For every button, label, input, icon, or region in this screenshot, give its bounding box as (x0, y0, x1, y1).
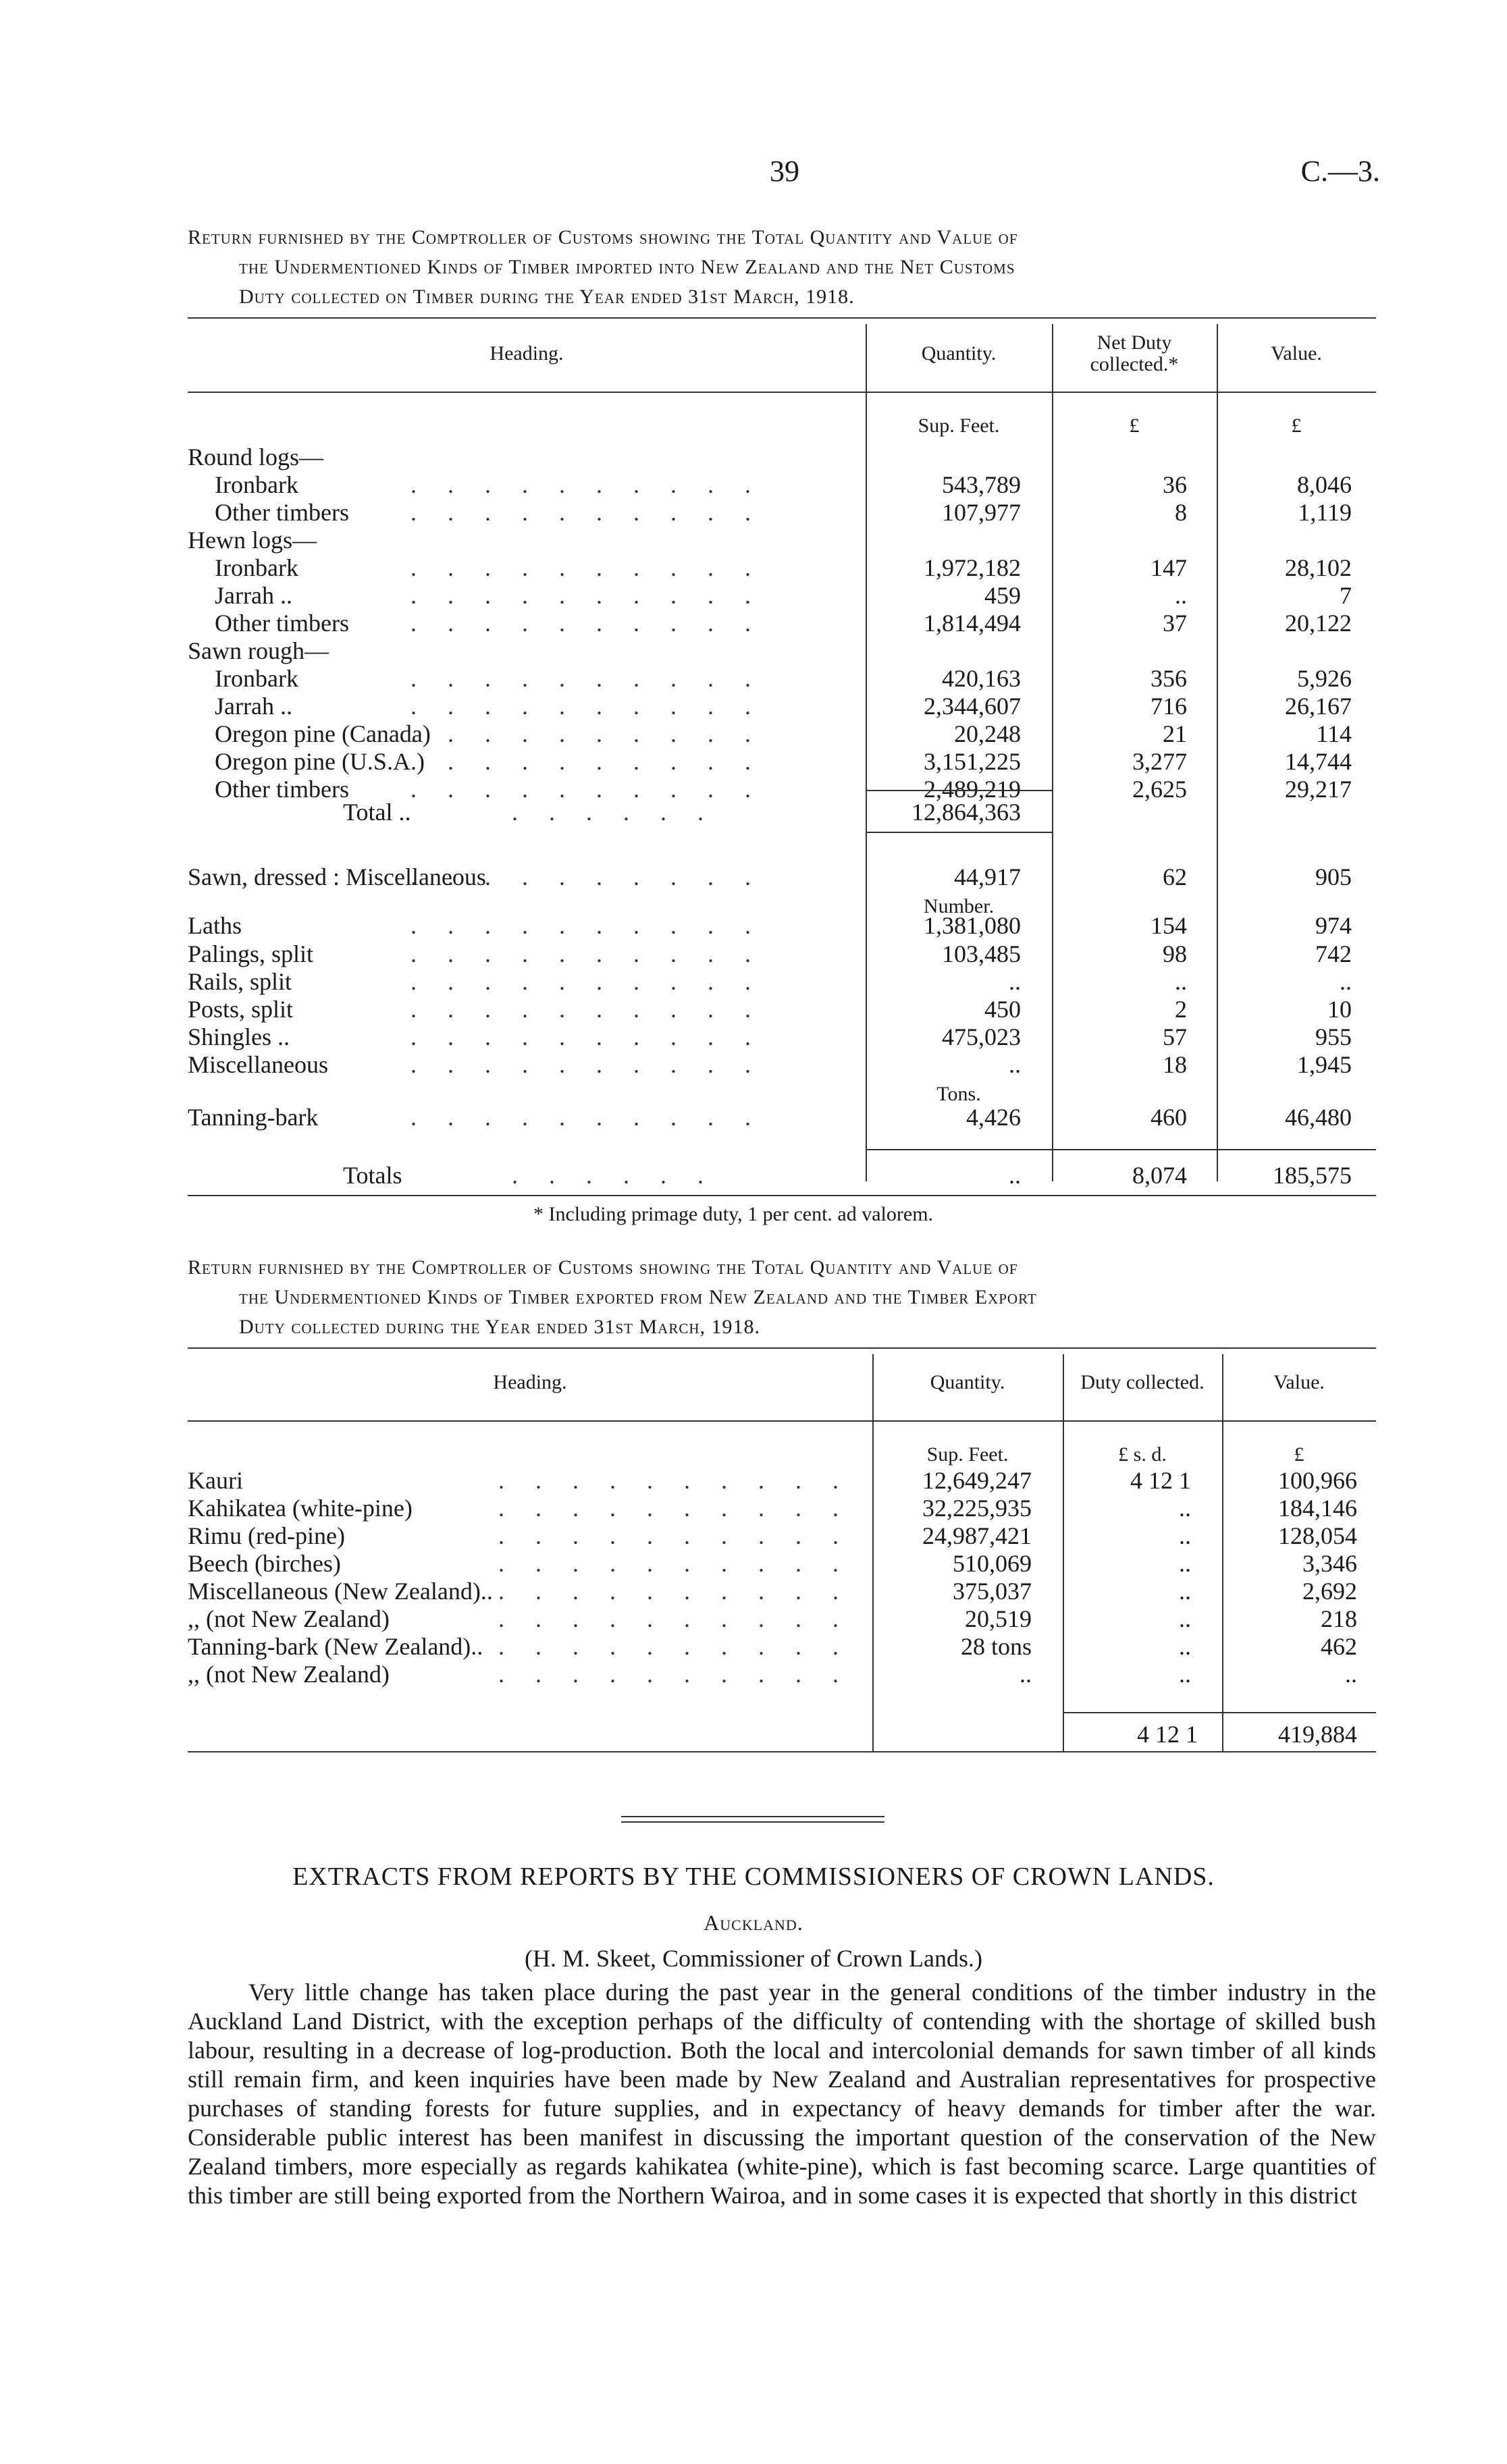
export-heading-line1: Return furnished by the Comptroller of Customs showing the Total Quantity and Value of (188, 1256, 1018, 1279)
export-table-heading (188, 1253, 1376, 1342)
import-totals-duty: 8,074 (1132, 1162, 1187, 1189)
import-value: 5,926 (1297, 665, 1352, 692)
export-col-duty: Duty collected. (1080, 1371, 1205, 1393)
import-misc-row: Sawn, dressed : Miscellaneous .......... 44,917 62 905 (188, 863, 1352, 890)
import-misc-duty: 460 (1151, 1104, 1187, 1131)
import-label: Jarrah .. (215, 693, 292, 720)
import-misc-duty: .. (1175, 968, 1187, 995)
import-value: 114 (1316, 720, 1352, 747)
import-misc-duty: 57 (1163, 1023, 1187, 1050)
import-misc-quantity: 4,426 (966, 1104, 1021, 1131)
export-unit-duty: £ s. d. (1118, 1443, 1167, 1466)
import-unit-tons: Tons. (936, 1083, 981, 1105)
import-duty: 2,625 (1132, 776, 1187, 803)
import-misc-row: Palings, split .......... 103,485 98 742 (188, 940, 1352, 967)
import-quantity: 1,814,494 (924, 610, 1021, 637)
import-value: 7 (1340, 582, 1352, 609)
import-label: Other timbers (215, 776, 349, 803)
import-misc-row: Laths .......... 1,381,080 154 974 (188, 912, 1352, 939)
export-row: Rimu (red-pine) .......... 24,987,421 .. 128,054 (188, 1522, 1357, 1549)
export-label: Beech (birches) (188, 1550, 341, 1577)
import-label: Jarrah .. (215, 582, 292, 609)
import-duty: 8 (1175, 499, 1187, 526)
import-row (188, 443, 1376, 471)
import-row (188, 637, 1376, 665)
import-duty: 37 (1163, 610, 1187, 637)
import-quantity: 543,789 (942, 471, 1021, 498)
import-col-quantity: Quantity. (921, 342, 997, 365)
import-misc-row: Rails, split .......... .. .. .. (188, 968, 1352, 995)
import-quantity: 2,344,607 (924, 693, 1021, 720)
export-duty: .. (1179, 1578, 1191, 1605)
import-row: Ironbark .......... 543,789 36 8,046 (215, 471, 1352, 498)
export-value: 2,692 (1302, 1578, 1357, 1605)
export-label: Rimu (red-pine) (188, 1522, 345, 1549)
import-misc-quantity: 44,917 (954, 863, 1021, 890)
export-duty: .. (1179, 1495, 1191, 1522)
import-misc-value: 955 (1315, 1023, 1352, 1050)
import-row: Jarrah .. .......... 2,344,607 716 26,167 (215, 693, 1352, 720)
import-label: Ironbark (215, 471, 298, 498)
import-row: Other timbers .......... 107,977 8 1,119 (215, 499, 1352, 526)
import-misc-label: Laths (188, 912, 242, 939)
import-label: Sawn rough— (188, 637, 329, 664)
import-col-value: Value. (1271, 342, 1322, 365)
import-label: Hewn logs— (188, 527, 317, 554)
export-total-duty: 4 12 1 (1137, 1721, 1198, 1748)
import-misc-value: 1,945 (1297, 1051, 1352, 1078)
export-value: 184,146 (1278, 1495, 1357, 1522)
export-quantity: 12,649,247 (922, 1467, 1032, 1494)
import-misc-quantity: 103,485 (942, 940, 1021, 967)
import-row: Oregon pine (Canada) .......... 20,248 21 114 (215, 720, 1352, 747)
import-row: Other timbers .......... 1,814,494 37 20,122 (215, 610, 1352, 637)
extracts-district: Auckland. (704, 1910, 803, 1935)
export-row: ,, (not New Zealand) .......... .. .. .. (188, 1661, 1357, 1688)
export-label: Kauri (188, 1467, 243, 1494)
import-misc-duty: 154 (1151, 912, 1187, 939)
section-divider-second (621, 1821, 884, 1823)
import-col-heading: Heading. (490, 342, 564, 365)
import-label: Other timbers (215, 499, 349, 526)
import-quantity: 1,972,182 (924, 554, 1021, 581)
import-totals-row: Totals ...... .. 8,074 185,575 (343, 1162, 1352, 1189)
export-row: Tanning-bark (New Zealand).. .......... 28 tons .. 462 (188, 1633, 1357, 1660)
import-misc-label: Rails, split (188, 968, 292, 995)
export-quantity: 24,987,421 (922, 1522, 1032, 1549)
export-table (188, 1347, 1376, 1759)
export-label: Kahikatea (white-pine) (188, 1495, 413, 1522)
export-unit-value: £ (1294, 1443, 1304, 1466)
export-row: Beech (birches) .......... 510,069 .. 3,346 (188, 1550, 1357, 1577)
import-misc-quantity: .. (1009, 1051, 1021, 1078)
import-unit-value: £ (1291, 414, 1302, 437)
import-misc-row: Tanning-bark .......... 4,426 460 46,480 (188, 1104, 1352, 1131)
import-value: 20,122 (1285, 610, 1352, 637)
export-unit-quantity: Sup. Feet. (926, 1443, 1009, 1466)
export-heading-line2: the Undermentioned Kinds of Timber exported from New Zealand and the Timber Export (239, 1286, 1037, 1308)
page-number: 39 (770, 155, 799, 188)
import-misc-duty: 18 (1163, 1051, 1187, 1078)
import-duty: 21 (1163, 720, 1187, 747)
import-quantity: 420,163 (942, 665, 1021, 692)
import-misc-label: Tanning-bark (188, 1104, 319, 1131)
import-quantity: 20,248 (954, 720, 1021, 747)
export-value: 3,346 (1302, 1550, 1357, 1577)
import-misc-row: Posts, split .......... 450 2 10 (188, 996, 1352, 1023)
import-quantity: 2,489,219 (924, 776, 1021, 803)
import-misc-quantity: 475,023 (942, 1023, 1021, 1050)
import-totals-label: Totals (343, 1162, 402, 1189)
import-duty: 36 (1163, 471, 1187, 498)
import-value: 8,046 (1297, 471, 1352, 498)
import-heading-line3: Duty collected on Timber during the Year ended 31st March, 1918. (239, 286, 855, 308)
import-misc-value: 46,480 (1285, 1104, 1352, 1131)
import-duty: 716 (1151, 693, 1187, 720)
export-duty: .. (1179, 1522, 1191, 1549)
export-total-row (188, 1720, 1376, 1748)
export-value: 100,966 (1278, 1467, 1357, 1494)
import-label: Other timbers (215, 610, 349, 637)
import-misc-label: Miscellaneous (188, 1051, 328, 1078)
export-heading-line3: Duty collected during the Year ended 31st March, 1918. (239, 1316, 761, 1338)
import-table (188, 317, 1376, 1202)
import-table-heading (188, 223, 1376, 312)
import-heading-line2: the Undermentioned Kinds of Timber imported into New Zealand and the Net Customs (239, 256, 1015, 278)
import-value: 14,744 (1285, 748, 1352, 775)
export-total-value: 419,884 (1278, 1721, 1357, 1748)
import-label: Round logs— (188, 444, 324, 471)
import-label: Ironbark (215, 665, 298, 692)
import-row (188, 526, 1376, 554)
export-row: Miscellaneous (New Zealand).. .......... 375,037 .. 2,692 (188, 1578, 1357, 1605)
import-misc-label: Posts, split (188, 996, 294, 1023)
import-misc-duty: 2 (1175, 996, 1187, 1023)
export-value: 218 (1321, 1605, 1357, 1632)
export-duty: .. (1179, 1605, 1191, 1632)
import-misc-label: Palings, split (188, 940, 314, 967)
import-unit-quantity: Sup. Feet. (918, 414, 1000, 437)
import-totals-quantity: .. (1009, 1162, 1021, 1189)
export-label: ,, (not New Zealand) (188, 1661, 390, 1688)
import-total-quantity: 12,864,363 (911, 799, 1021, 826)
import-row: Other timbers .......... 2,489,219 2,625 29,217 (215, 776, 1352, 803)
export-duty: 4 12 1 (1130, 1467, 1191, 1494)
section-divider (621, 1816, 884, 1817)
import-totals-value: 185,575 (1273, 1162, 1352, 1189)
export-row: ,, (not New Zealand) .......... 20,519 .. 218 (188, 1605, 1357, 1632)
import-misc-duty: 62 (1163, 863, 1187, 890)
import-duty: 3,277 (1132, 748, 1187, 775)
import-duty: 356 (1151, 665, 1187, 692)
import-misc-row: Shingles .. .......... 475,023 57 955 (188, 1023, 1352, 1050)
export-col-value: Value. (1273, 1371, 1325, 1393)
export-row: Kauri .......... 12,649,247 4 12 1 100,966 (188, 1467, 1357, 1494)
export-label: Tanning-bark (New Zealand).. (188, 1633, 483, 1660)
import-duty: 147 (1151, 554, 1187, 581)
import-col-duty-line2: collected.* (1090, 353, 1179, 375)
export-value: 128,054 (1278, 1522, 1357, 1549)
export-quantity: .. (1020, 1661, 1032, 1688)
import-misc-row: Miscellaneous .......... .. 18 1,945 (188, 1051, 1352, 1078)
extracts-title: EXTRACTS FROM REPORTS BY THE COMMISSIONERS OF CROWN LANDS. (292, 1863, 1215, 1891)
export-quantity: 375,037 (953, 1578, 1032, 1605)
import-heading-line1: Return furnished by the Comptroller of Customs showing the Total Quantity and Value of (188, 226, 1018, 248)
import-col-duty-line1: Net Duty (1096, 331, 1172, 354)
export-duty: .. (1179, 1633, 1191, 1660)
import-misc-value: 974 (1315, 912, 1352, 939)
export-duty: .. (1179, 1661, 1191, 1688)
export-duty: .. (1179, 1550, 1191, 1577)
import-row: Ironbark .......... 420,163 356 5,926 (215, 665, 1352, 692)
export-row: Kahikatea (white-pine) .......... 32,225,935 .. 184,146 (188, 1495, 1357, 1522)
extracts-author: (H. M. Skeet, Commissioner of Crown Lands.) (525, 1945, 982, 1972)
import-misc-value: 10 (1327, 996, 1352, 1023)
extracts-paragraph: Very little change has taken place during the past year in the general conditions of the timber industry in the Auckland Land District, with the exception perhaps of the difficulty of contending with the shortage of skilled bush labour, resulting in a decrease of log-production. Both the local and intercolonial demands for sawn timber of all kinds still remain firm, and keen inquiries have been made by New Zealand and Australian representatives for prospective purchases of standing forests for future supplies, and in expectancy of heavy demands for timber after the war. Considerable public interest has been manifest in discussing the important question of the conservation of the New Zealand timbers, more especially as regards kahikatea (white-pine), which is fast becoming scarce. Large quantities of this timber are still being exported from the Northern Wairoa, and in some cases it is expected that shortly in this district (188, 1979, 1376, 2209)
import-value: 28,102 (1285, 554, 1352, 581)
import-misc-label: Sawn, dressed : Miscellaneous (188, 863, 486, 890)
export-value: .. (1345, 1661, 1357, 1688)
import-misc-value: .. (1340, 968, 1352, 995)
import-misc-value: 742 (1315, 940, 1352, 967)
import-quantity: 459 (984, 582, 1021, 609)
import-row: Oregon pine (U.S.A.) .......... 3,151,225 3,277 14,744 (215, 748, 1352, 775)
import-value: 29,217 (1285, 776, 1352, 803)
import-quantity: 3,151,225 (924, 748, 1021, 775)
export-label: Miscellaneous (New Zealand).. (188, 1578, 493, 1605)
import-row: Ironbark .......... 1,972,182 147 28,102 (215, 554, 1352, 581)
export-quantity: 28 tons (960, 1633, 1032, 1660)
import-misc-quantity: .. (1009, 968, 1021, 995)
export-value: 462 (1321, 1633, 1357, 1660)
export-col-heading: Heading. (493, 1371, 567, 1393)
import-misc-quantity: 450 (984, 996, 1021, 1023)
import-misc-quantity: 1,381,080 (924, 912, 1021, 939)
import-col-duty (1052, 332, 1217, 375)
import-duty: .. (1175, 582, 1187, 609)
export-quantity: 32,225,935 (922, 1495, 1032, 1522)
import-value: 26,167 (1285, 693, 1352, 720)
import-total-row: Total .. ...... 12,864,363 (343, 799, 1021, 826)
export-quantity: 20,519 (965, 1605, 1032, 1632)
import-misc-duty: 98 (1163, 940, 1187, 967)
export-label: ,, (not New Zealand) (188, 1605, 390, 1632)
import-misc-label: Shingles .. (188, 1023, 290, 1050)
import-row: Jarrah .. .......... 459 .. 7 (215, 582, 1352, 609)
export-col-quantity: Quantity. (930, 1371, 1005, 1393)
import-misc-value: 905 (1315, 863, 1352, 890)
import-quantity: 107,977 (942, 499, 1021, 526)
import-total-label: Total .. (343, 799, 411, 826)
import-value: 1,119 (1298, 499, 1352, 526)
import-unit-duty: £ (1129, 414, 1140, 437)
import-label: Oregon pine (U.S.A.) (215, 748, 425, 775)
export-quantity: 510,069 (953, 1550, 1032, 1577)
import-unit-number: Number. (923, 895, 995, 917)
document-reference: C.—3. (1300, 155, 1380, 188)
import-label: Oregon pine (Canada) (215, 720, 431, 747)
import-label: Ironbark (215, 554, 298, 581)
import-footnote: * Including primage duty, 1 per cent. ad valorem. (533, 1203, 934, 1225)
